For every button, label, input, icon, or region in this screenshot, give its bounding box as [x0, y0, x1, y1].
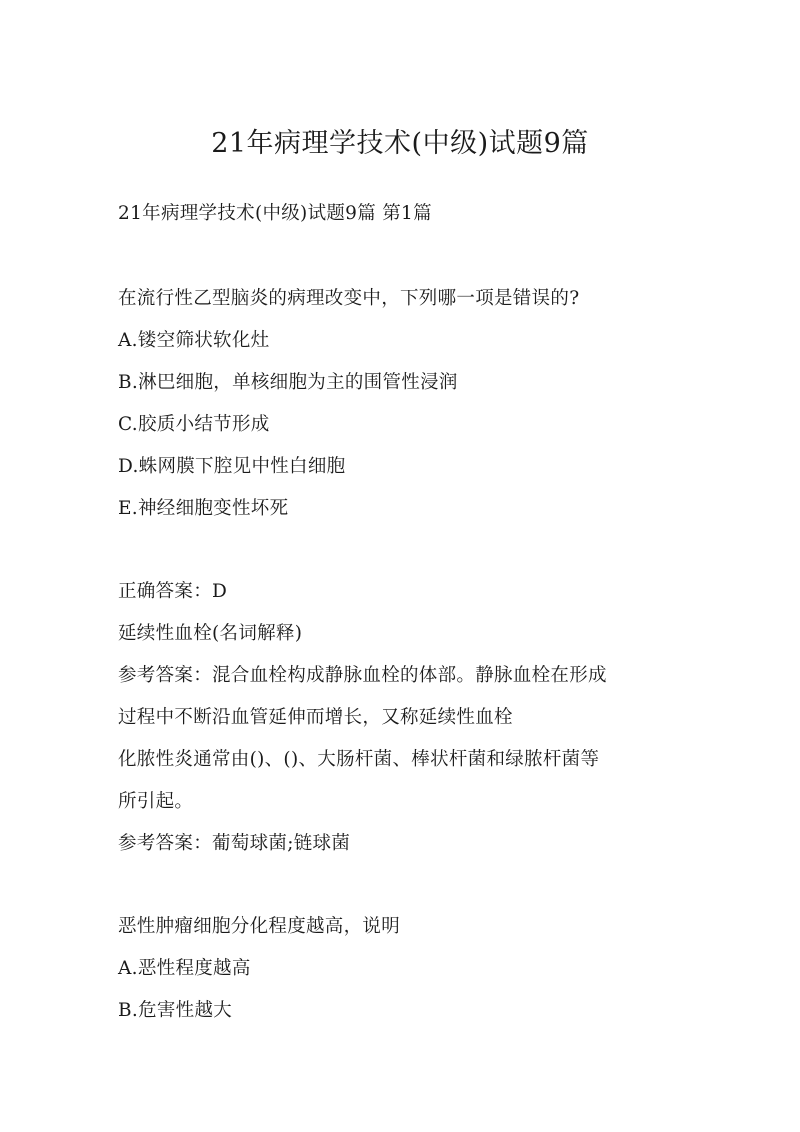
section-heading: 21年病理学技术(中级)试题9篇 第1篇	[118, 203, 432, 224]
question-1-option-e: E.神经细胞变性坏死	[118, 498, 289, 519]
question-2-answer-line-1: 参考答案：混合血栓构成静脉血栓的体部。静脉血栓在形成	[118, 665, 607, 686]
question-1-answer: 正确答案：D	[118, 581, 228, 602]
question-1-text: 在流行性乙型脑炎的病理改变中，下列哪一项是错误的?	[118, 288, 580, 309]
question-1-option-d: D.蛛网膜下腔见中性白细胞	[118, 456, 346, 477]
question-1-option-c: C.胶质小结节形成	[118, 414, 270, 435]
question-1-option-b: B.淋巴细胞，单核细胞为主的围管性浸润	[118, 372, 458, 393]
question-4-option-a: A.恶性程度越高	[118, 958, 251, 979]
question-4-option-b: B.危害性越大	[118, 1000, 233, 1021]
question-1-option-a: A.镂空筛状软化灶	[118, 330, 270, 351]
document-title: 21年病理学技术(中级)试题9篇	[211, 128, 589, 159]
question-3-answer: 参考答案：葡萄球菌;链球菌	[118, 833, 351, 854]
question-2-answer-line-2: 过程中不断沿血管延伸而增长，又称延续性血栓	[118, 707, 513, 728]
question-4-text: 恶性肿瘤细胞分化程度越高，说明	[118, 916, 401, 937]
question-2-text: 延续性血栓(名词解释)	[118, 623, 303, 644]
question-3-text-line-1: 化脓性炎通常由()、()、大肠杆菌、棒状杆菌和绿脓杆菌等	[118, 749, 600, 770]
question-3-text-line-2: 所引起。	[118, 791, 194, 812]
